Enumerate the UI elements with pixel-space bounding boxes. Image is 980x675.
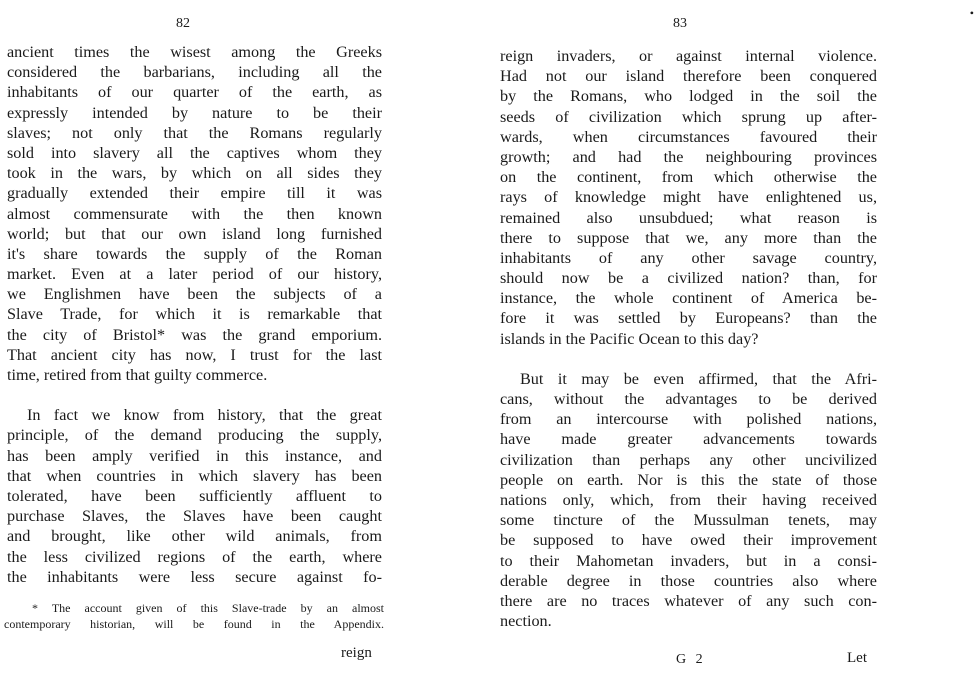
footnote-line: * The account given of this Slave-trade by an almost [32,601,384,615]
text-line: civilization than perhaps any other uncivilized [500,450,877,469]
text-line: market. Even at a later period of our history, [7,265,382,284]
text-line: the inhabitants were less secure against fo- [7,567,382,586]
text-line: and brought, like other wild animals, from [7,527,382,546]
text-line: instance, the whole continent of America be- [500,289,877,308]
text-line: expressly intended by nature to be their [7,103,382,122]
text-line: islands in the Pacific Ocean to this day? [500,329,759,348]
text-line: That ancient city has now, I trust for the last [7,345,382,364]
footnote-line: contemporary historian, will be found in the Appendix. [4,617,384,631]
signature-mark: G 2 [676,652,706,667]
text-line: considered the barbarians, including all the [7,63,382,82]
text-line: derable degree in those countries also where [500,571,877,590]
text-line: inhabitants of our quarter of the earth, as [7,83,382,102]
text-line: sold into slavery all the captives whom they [7,143,382,162]
text-line: ancient times the wisest among the Greeks [7,43,382,61]
text-line: people on earth. Nor is this the state of those [500,470,877,489]
text-line: nations only, which, from their having received [500,490,877,509]
page-number: 82 [176,16,190,31]
text-line: purchase Slaves, the Slaves have been caught [7,507,382,526]
text-line: there to suppose that we, any more than the [500,228,877,247]
text-line: fore it was settled by Europeans? than the [500,309,877,328]
text-line: remained also unsubdued; what reason is [500,208,877,227]
text-line: there are no traces whatever of any such con- [500,591,877,610]
text-line: But it may be even affirmed, that the Afri- [520,369,877,388]
text-line: gradually extended their empire till it was [7,184,382,203]
footnote [4,600,384,632]
text-line: cans, without the advantages to be derived [500,390,877,408]
text-line: time, retired from that guilty commerce. [7,366,268,384]
text-line: the less civilized regions of the earth, where [7,547,382,566]
text-line: we Englishmen have been the subjects of a [7,285,382,304]
text-line: the city of Bristol* was the grand emporium. [7,325,382,344]
text-line: has been amply verified in this instance, and [7,446,382,465]
text-line: wards, when circumstances favoured their [500,127,877,146]
text-line: reign invaders, or against internal violence. [500,47,877,65]
text-line: by the Romans, who lodged in the soil the [500,87,877,106]
text-line: In fact we know from history, that the great [27,406,382,425]
text-line: have made greater advancements towards [500,430,877,449]
text-line: growth; and had the neighbouring provinces [500,147,877,166]
text-line: some tincture of the Mussulman tenets, may [500,511,877,530]
body-text [500,46,877,631]
text-line: Had not our island therefore been conquered [500,67,877,86]
body-text [7,42,382,587]
text-line: principle, of the demand producing the supply, [7,426,382,445]
text-line: it's share towards the supply of the Roman [7,244,382,263]
text-line: seeds of civilization which sprung up after- [500,107,877,126]
text-line: should now be a civilized nation? than, for [500,269,877,288]
text-line: inhabitants of any other savage country, [500,248,877,267]
text-line: slaves; not only that the Romans regularly [7,123,382,142]
text-line: from an intercourse with polished nations, [500,410,877,429]
corner-mark: • [969,6,974,20]
text-line: on the continent, from which otherwise the [500,168,877,187]
catchword: Let [847,650,867,666]
catchword: reign [341,645,372,661]
text-line: world; but that our own island long furnished [7,224,382,243]
paragraph-gap [7,385,382,405]
text-line: to their Mahometan invaders, but in a consi- [500,551,877,570]
text-line: that when countries in which slavery has been [7,466,382,485]
text-line: tolerated, have been sufficiently affluent to [7,486,382,505]
text-line: Slave Trade, for which it is remarkable that [7,305,382,324]
paragraph-gap [500,349,877,369]
text-line: almost commensurate with the then known [7,204,382,223]
text-line: rays of knowledge might have enlightened us, [500,188,877,207]
page-number: 83 [673,16,687,31]
text-line: nection. [500,612,552,631]
text-line: be supposed to have owed their improvement [500,531,877,550]
text-line: took in the wars, by which on all sides they [7,164,382,183]
